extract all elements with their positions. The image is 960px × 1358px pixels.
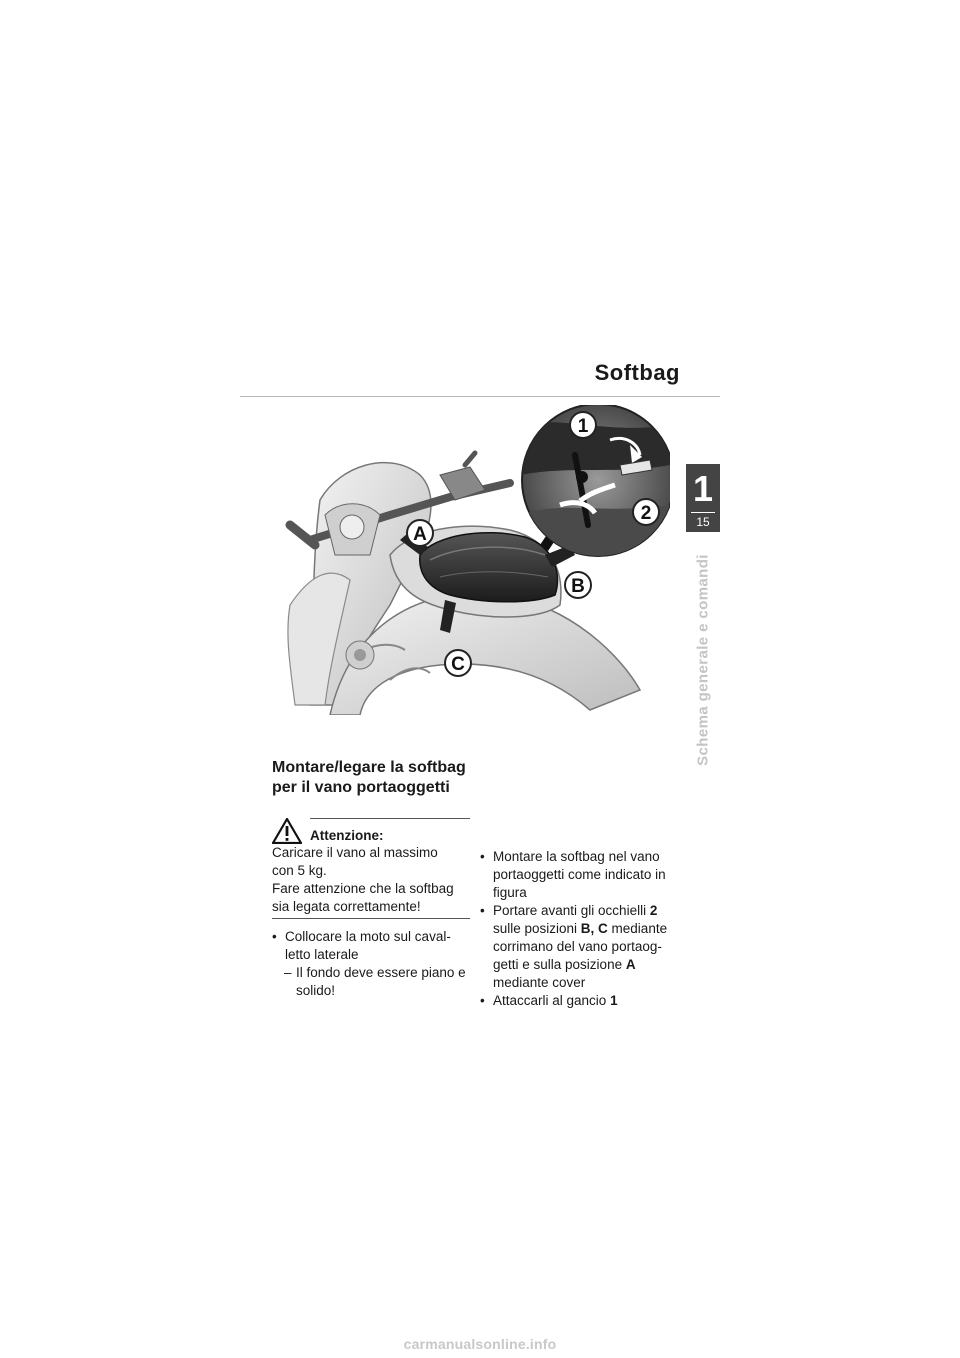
step-line: corrimano del vano portaog-	[493, 939, 662, 954]
warning-line: Fare attenzione che la softbag	[272, 881, 454, 896]
warning-line: con 5 kg.	[272, 863, 327, 878]
section-heading-line: per il vano portaoggetti	[272, 779, 450, 796]
callout-c	[445, 650, 471, 676]
callout-a	[407, 520, 433, 546]
warning-line: sia legata correttamente!	[272, 899, 421, 914]
step-line	[493, 902, 690, 920]
step-item	[480, 848, 690, 902]
step-text: Attaccarli al gancio	[493, 993, 611, 1008]
page-number: 15	[696, 515, 710, 529]
step-line: portaoggetti come indicato in	[493, 867, 666, 882]
step-text: mediante	[607, 921, 668, 936]
callout-2	[633, 499, 659, 525]
step-text: getti e sulla posizione	[493, 957, 626, 972]
watermark-text: carmanualsonline.info	[403, 1336, 557, 1352]
left-steps	[272, 928, 472, 1000]
sub-step-item	[272, 964, 472, 1000]
warning-line: Caricare il vano al massimo	[272, 845, 438, 860]
step-line: mediante cover	[493, 975, 586, 990]
warning-title: Attenzione:	[310, 828, 384, 843]
reference-letter: A	[625, 957, 636, 972]
chapter-number: 1	[692, 468, 714, 509]
callout-1-label: 1	[577, 416, 589, 437]
chapter-divider	[691, 512, 715, 513]
reference-number: 2	[649, 903, 658, 918]
step-item	[480, 992, 690, 1010]
callout-a-label: A	[413, 524, 427, 545]
side-section-label: Schema generale e comandi	[694, 554, 712, 766]
section-heading-line: Montare/legare la softbag	[272, 759, 466, 776]
right-steps	[480, 848, 690, 1010]
callout-c-label: C	[451, 654, 465, 675]
step-line	[493, 956, 690, 974]
section-heading	[272, 758, 482, 798]
warning-header	[272, 818, 470, 844]
step-line: • Montare la softbag nel vano	[493, 849, 660, 864]
step-line: solido!	[296, 983, 336, 998]
callout-b-label: B	[571, 576, 585, 597]
step-item	[272, 928, 472, 964]
step-text: sulle posizioni	[493, 921, 581, 936]
title-rule	[240, 396, 720, 397]
step-line: • Collocare la moto sul caval-	[285, 929, 451, 944]
warning-top-rule	[310, 818, 470, 819]
callout-1	[570, 412, 596, 438]
warning-box	[272, 818, 470, 919]
step-line: letto laterale	[285, 947, 359, 962]
callout-b	[565, 572, 591, 598]
warning-triangle-icon	[272, 818, 302, 844]
step-line: – Il fondo deve essere piano e	[296, 965, 466, 980]
reference-letters: B, C	[580, 921, 608, 936]
callout-2-label: 2	[640, 503, 652, 524]
reference-number: 1	[610, 993, 618, 1008]
step-line: figura	[493, 885, 527, 900]
softbag-illustration	[270, 405, 670, 715]
step-text: Portare avanti gli occhielli	[493, 903, 650, 918]
step-line	[493, 920, 690, 938]
step-item	[480, 902, 690, 992]
page-title: Softbag	[594, 360, 680, 385]
step-line	[493, 992, 690, 1010]
warning-bottom-rule	[272, 918, 470, 919]
chapter-tab	[686, 464, 720, 532]
